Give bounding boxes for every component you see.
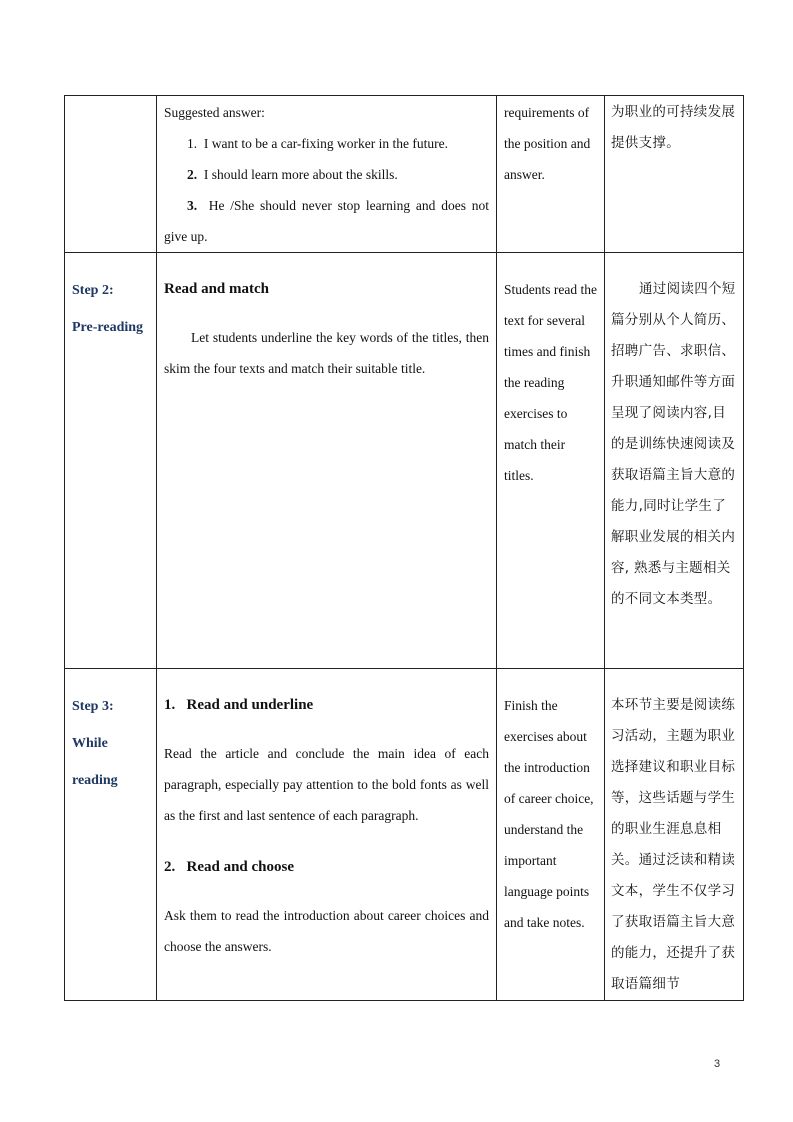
suggested-answer-label: Suggested answer: (164, 105, 265, 120)
table-row (65, 669, 744, 1001)
answer-item: 2. I should learn more about the skills. (187, 167, 398, 182)
purpose-cell (605, 96, 744, 253)
task-heading: 2. Read and choose (164, 859, 295, 875)
step-label: Step 2: Pre-reading (72, 283, 144, 335)
task-heading: 1. Read and underline (164, 697, 314, 713)
step-cell (65, 96, 157, 253)
student-activity-text: Finish the exercises about the introduction of career choice, understand the important language points and take notes. (504, 698, 594, 930)
page-number: 3 (714, 1058, 721, 1070)
purpose-text: 为职业的可持续发展提供支撑。 (611, 104, 736, 151)
task-body: Read the article and conclude the main idea of each paragraph, especially pay attention to the bold fonts as well as the first and last sentence of each paragraph. (164, 746, 489, 823)
activity-body: Let students underline the key words of the titles, then skim the four texts and match their suitable title. (164, 330, 489, 376)
step-label: Step 3: While reading (72, 699, 118, 788)
purpose-cell (605, 669, 744, 1001)
purpose-text: 本环节主要是阅读练习活动，主题为职业选择建议和职业目标等，这些话题与学生的职业生涯息息相关。通过泛读和精读文本，学生不仅学习了获取语篇主旨大意的能力，还提升了获取语篇细节 (611, 697, 736, 992)
purpose-text: 通过阅读四个短篇分别从个人简历、招聘广告、求职信、升职通知邮件等方面呈现了阅读内容,目的是训练快速阅读及获取语篇主旨大意的能力,同时让学生了解职业发展的相关内容, 熟悉与主题相关的不同文本类型。 (611, 281, 736, 607)
purpose-cell (605, 253, 744, 669)
step-cell (65, 253, 157, 669)
activity-heading: Read and match (164, 281, 270, 297)
student-activity-cell (497, 669, 605, 1001)
student-activity-cell (497, 96, 605, 253)
step-cell (65, 669, 157, 1001)
table-row (65, 253, 744, 669)
task-body: Ask them to read the introduction about career choices and choose the answers. (164, 908, 489, 954)
lesson-plan-table (64, 95, 744, 1001)
student-activity-text: requirements of the position and answer. (504, 105, 591, 182)
activity-cell (157, 96, 497, 253)
answer-item: 1. I want to be a car-fixing worker in the future. (187, 136, 449, 151)
activity-cell (157, 253, 497, 669)
table-row (65, 96, 744, 253)
student-activity-cell (497, 253, 605, 669)
activity-cell (157, 669, 497, 1001)
answer-item: 3. He /She should never stop learning and does not give up. (164, 198, 490, 244)
student-activity-text: Students read the text for several times and finish the reading exercises to match their titles. (504, 282, 597, 483)
